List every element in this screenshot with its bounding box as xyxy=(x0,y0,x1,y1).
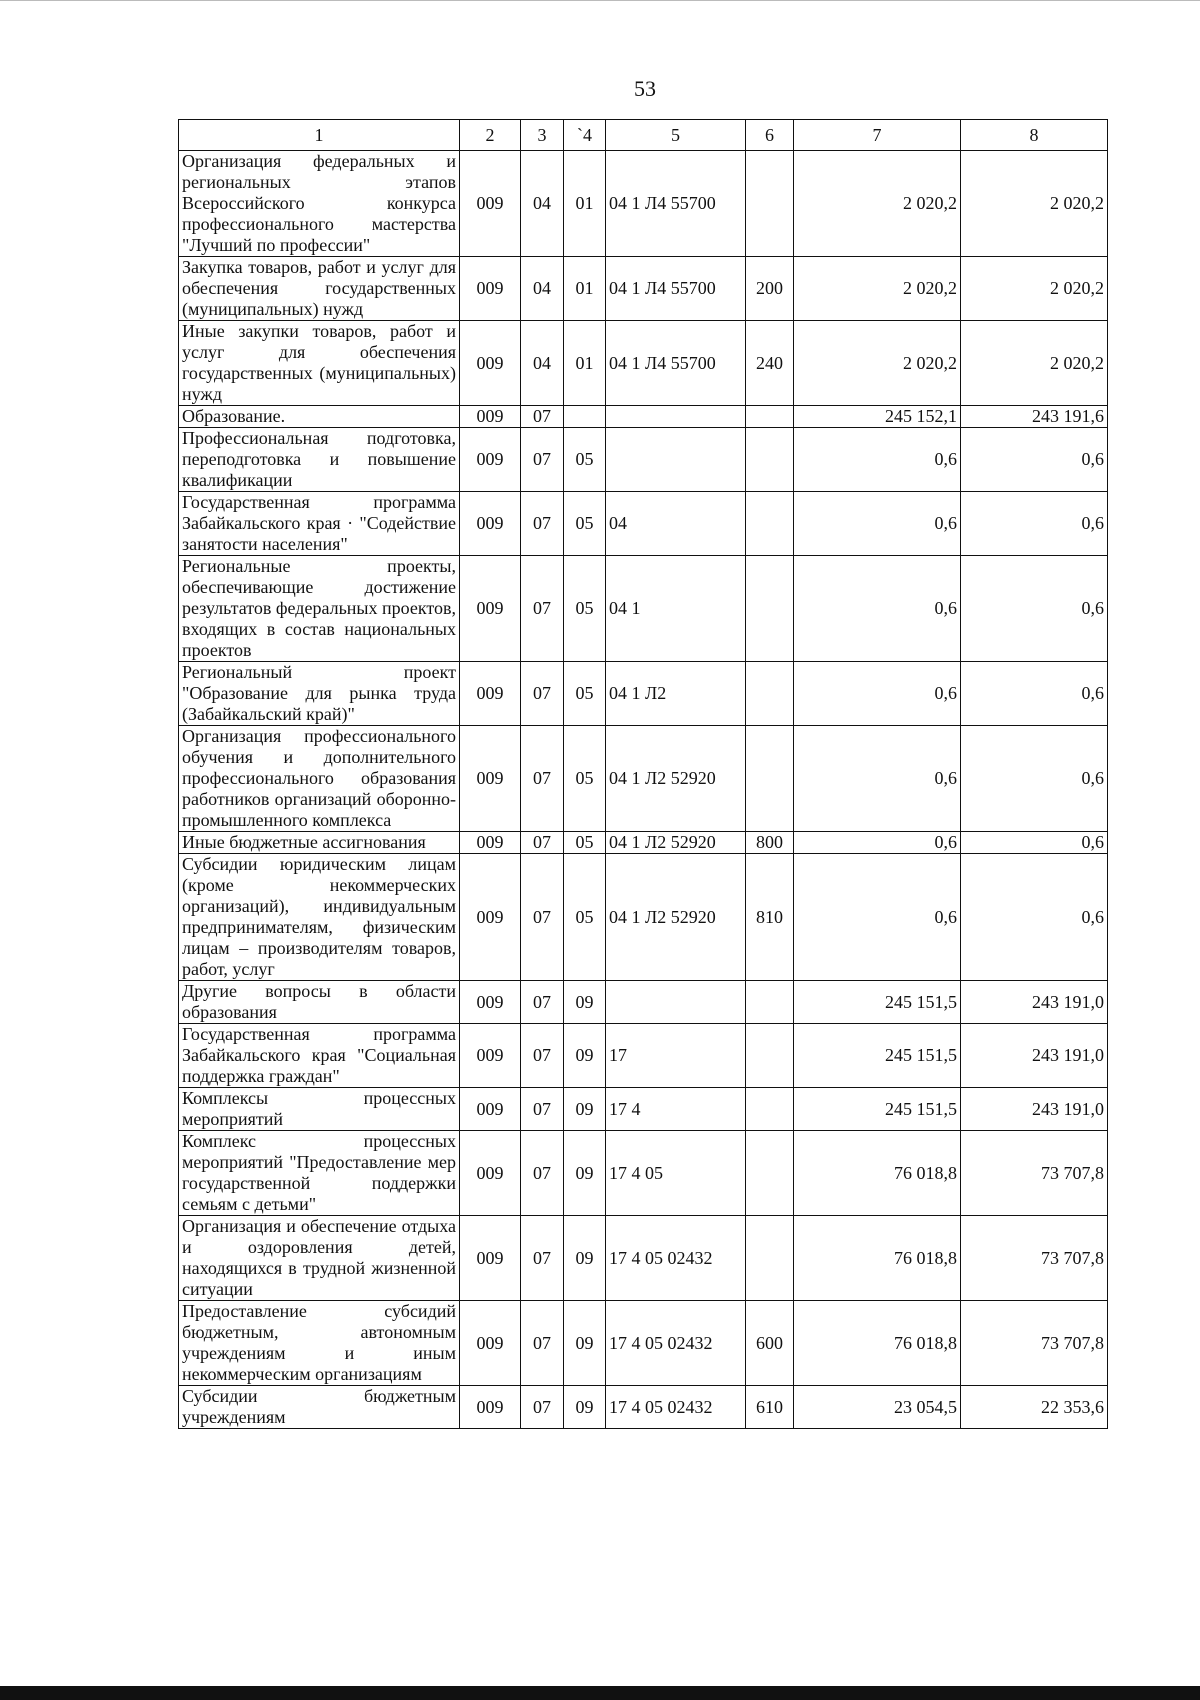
cell-subsection-code: 09 xyxy=(564,1301,606,1386)
header-col-7: 7 xyxy=(794,120,961,151)
cell-ministry-code: 009 xyxy=(460,1301,521,1386)
cell-target-article: 04 1 Л2 52920 xyxy=(606,832,746,854)
cell-section-code: 07 xyxy=(521,662,564,726)
cell-ministry-code: 009 xyxy=(460,406,521,428)
header-col-5: 5 xyxy=(606,120,746,151)
cell-amount-year-2: 2 020,2 xyxy=(961,321,1108,406)
cell-target-article xyxy=(606,981,746,1024)
cell-section-code: 07 xyxy=(521,1088,564,1131)
cell-amount-year-2: 0,6 xyxy=(961,428,1108,492)
cell-expense-type xyxy=(746,726,794,832)
table-row xyxy=(179,981,1108,1024)
cell-expense-type xyxy=(746,1088,794,1131)
row-name: Организация профессионального обучения и дополнительного профессионального образования работников организаций оборонно-промышленного комплекса xyxy=(179,726,460,832)
cell-amount-year-1: 245 151,5 xyxy=(794,981,961,1024)
scan-edge-top xyxy=(0,0,1200,4)
cell-target-article: 04 1 xyxy=(606,556,746,662)
scan-edge-bottom xyxy=(0,1686,1200,1700)
row-name: Предоставление субсидий бюджетным, автономным учреждениям и иным некоммерческим организациям xyxy=(179,1301,460,1386)
cell-section-code: 07 xyxy=(521,428,564,492)
table-row xyxy=(179,1301,1108,1386)
table-row xyxy=(179,151,1108,257)
header-col-8: 8 xyxy=(961,120,1108,151)
table-row xyxy=(179,726,1108,832)
cell-amount-year-2: 0,6 xyxy=(961,854,1108,981)
cell-target-article xyxy=(606,406,746,428)
cell-target-article: 04 1 Л4 55700 xyxy=(606,321,746,406)
cell-target-article: 17 4 05 02432 xyxy=(606,1301,746,1386)
cell-ministry-code: 009 xyxy=(460,1088,521,1131)
cell-amount-year-1: 245 151,5 xyxy=(794,1088,961,1131)
cell-ministry-code: 009 xyxy=(460,257,521,321)
cell-subsection-code xyxy=(564,406,606,428)
cell-target-article: 04 1 Л4 55700 xyxy=(606,257,746,321)
cell-target-article: 17 4 05 02432 xyxy=(606,1216,746,1301)
cell-amount-year-1: 0,6 xyxy=(794,832,961,854)
cell-amount-year-1: 245 151,5 xyxy=(794,1024,961,1088)
cell-expense-type: 200 xyxy=(746,257,794,321)
table-row xyxy=(179,321,1108,406)
row-name: Региональный проект "Образование для рынка труда (Забайкальский край)" xyxy=(179,662,460,726)
cell-target-article: 04 1 Л2 52920 xyxy=(606,854,746,981)
row-name: Комплексы процессных мероприятий xyxy=(179,1088,460,1131)
table-row xyxy=(179,832,1108,854)
cell-ministry-code: 009 xyxy=(460,832,521,854)
cell-ministry-code: 009 xyxy=(460,1386,521,1429)
cell-amount-year-1: 0,6 xyxy=(794,726,961,832)
row-name: Иные закупки товаров, работ и услуг для обеспечения государственных (муниципальных) нужд xyxy=(179,321,460,406)
cell-expense-type xyxy=(746,151,794,257)
cell-amount-year-2: 0,6 xyxy=(961,556,1108,662)
cell-amount-year-2: 2 020,2 xyxy=(961,257,1108,321)
table-header-row xyxy=(179,120,1108,151)
cell-expense-type xyxy=(746,1131,794,1216)
table-row xyxy=(179,1216,1108,1301)
cell-expense-type xyxy=(746,556,794,662)
cell-amount-year-2: 243 191,0 xyxy=(961,981,1108,1024)
cell-expense-type xyxy=(746,1024,794,1088)
cell-amount-year-1: 0,6 xyxy=(794,428,961,492)
cell-section-code: 07 xyxy=(521,1301,564,1386)
cell-amount-year-1: 0,6 xyxy=(794,492,961,556)
cell-subsection-code: 09 xyxy=(564,1088,606,1131)
cell-amount-year-1: 245 152,1 xyxy=(794,406,961,428)
cell-section-code: 04 xyxy=(521,257,564,321)
cell-expense-type xyxy=(746,981,794,1024)
cell-subsection-code: 01 xyxy=(564,321,606,406)
table-row xyxy=(179,1131,1108,1216)
header-col-1: 1 xyxy=(179,120,460,151)
cell-amount-year-2: 73 707,8 xyxy=(961,1216,1108,1301)
cell-expense-type: 240 xyxy=(746,321,794,406)
cell-amount-year-1: 0,6 xyxy=(794,854,961,981)
row-name: Организация федеральных и региональных этапов Всероссийского конкурса профессионального мастерства "Лучший по профессии" xyxy=(179,151,460,257)
cell-section-code: 07 xyxy=(521,832,564,854)
cell-amount-year-1: 0,6 xyxy=(794,556,961,662)
header-col-3: 3 xyxy=(521,120,564,151)
header-col-4: `4 xyxy=(564,120,606,151)
cell-amount-year-2: 0,6 xyxy=(961,662,1108,726)
row-name: Образование. xyxy=(179,406,460,428)
cell-section-code: 07 xyxy=(521,406,564,428)
cell-amount-year-1: 0,6 xyxy=(794,662,961,726)
cell-amount-year-1: 2 020,2 xyxy=(794,151,961,257)
row-name: Субсидии бюджетным учреждениям xyxy=(179,1386,460,1429)
cell-target-article: 17 4 xyxy=(606,1088,746,1131)
cell-amount-year-2: 0,6 xyxy=(961,726,1108,832)
cell-expense-type xyxy=(746,1216,794,1301)
table-body xyxy=(179,151,1108,1429)
row-name: Субсидии юридическим лицам (кроме некоммерческих организаций), индивидуальным предпринимателям, физическим лицам – производителям товаров, работ, услуг xyxy=(179,854,460,981)
cell-ministry-code: 009 xyxy=(460,321,521,406)
cell-amount-year-2: 2 020,2 xyxy=(961,151,1108,257)
cell-section-code: 07 xyxy=(521,556,564,662)
cell-subsection-code: 05 xyxy=(564,832,606,854)
table-row xyxy=(179,1088,1108,1131)
cell-target-article xyxy=(606,428,746,492)
table-row xyxy=(179,854,1108,981)
cell-amount-year-1: 76 018,8 xyxy=(794,1131,961,1216)
cell-target-article: 17 4 05 xyxy=(606,1131,746,1216)
cell-expense-type xyxy=(746,406,794,428)
cell-ministry-code: 009 xyxy=(460,428,521,492)
cell-ministry-code: 009 xyxy=(460,492,521,556)
row-name: Организация и обеспечение отдыха и оздоровления детей, находящихся в трудной жизненной ситуации xyxy=(179,1216,460,1301)
cell-amount-year-1: 2 020,2 xyxy=(794,321,961,406)
cell-ministry-code: 009 xyxy=(460,1131,521,1216)
cell-amount-year-1: 23 054,5 xyxy=(794,1386,961,1429)
header-col-6: 6 xyxy=(746,120,794,151)
cell-target-article: 04 xyxy=(606,492,746,556)
cell-subsection-code: 09 xyxy=(564,1131,606,1216)
table-row xyxy=(179,662,1108,726)
cell-target-article: 04 1 Л2 52920 xyxy=(606,726,746,832)
cell-section-code: 07 xyxy=(521,1131,564,1216)
cell-section-code: 07 xyxy=(521,492,564,556)
cell-section-code: 04 xyxy=(521,321,564,406)
cell-subsection-code: 05 xyxy=(564,662,606,726)
cell-subsection-code: 09 xyxy=(564,1216,606,1301)
cell-ministry-code: 009 xyxy=(460,981,521,1024)
row-name: Государственная программа Забайкальского края · "Содействие занятости населения" xyxy=(179,492,460,556)
cell-subsection-code: 09 xyxy=(564,1024,606,1088)
cell-subsection-code: 09 xyxy=(564,981,606,1024)
row-name: Закупка товаров, работ и услуг для обеспечения государственных (муниципальных) нужд xyxy=(179,257,460,321)
cell-target-article: 04 1 Л2 xyxy=(606,662,746,726)
cell-subsection-code: 05 xyxy=(564,492,606,556)
cell-subsection-code: 05 xyxy=(564,854,606,981)
cell-section-code: 07 xyxy=(521,1216,564,1301)
row-name: Комплекс процессных мероприятий "Предоставление мер государственной поддержки семьям с детьми" xyxy=(179,1131,460,1216)
row-name: Региональные проекты, обеспечивающие достижение результатов федеральных проектов, входящих в состав национальных проектов xyxy=(179,556,460,662)
cell-section-code: 07 xyxy=(521,981,564,1024)
row-name: Иные бюджетные ассигнования xyxy=(179,832,460,854)
cell-section-code: 07 xyxy=(521,726,564,832)
cell-ministry-code: 009 xyxy=(460,1216,521,1301)
table-row xyxy=(179,492,1108,556)
header-col-2: 2 xyxy=(460,120,521,151)
cell-ministry-code: 009 xyxy=(460,1024,521,1088)
cell-expense-type: 600 xyxy=(746,1301,794,1386)
cell-amount-year-2: 243 191,0 xyxy=(961,1024,1108,1088)
cell-amount-year-2: 243 191,6 xyxy=(961,406,1108,428)
cell-section-code: 07 xyxy=(521,1024,564,1088)
row-name: Профессиональная подготовка, переподготовка и повышение квалификации xyxy=(179,428,460,492)
cell-expense-type: 810 xyxy=(746,854,794,981)
cell-expense-type xyxy=(746,662,794,726)
cell-amount-year-2: 73 707,8 xyxy=(961,1301,1108,1386)
table-row xyxy=(179,406,1108,428)
cell-ministry-code: 009 xyxy=(460,662,521,726)
row-name: Государственная программа Забайкальского края "Социальная поддержка граждан" xyxy=(179,1024,460,1088)
cell-ministry-code: 009 xyxy=(460,556,521,662)
table-row xyxy=(179,428,1108,492)
cell-amount-year-1: 76 018,8 xyxy=(794,1301,961,1386)
cell-section-code: 04 xyxy=(521,151,564,257)
cell-subsection-code: 05 xyxy=(564,556,606,662)
row-name: Другие вопросы в области образования xyxy=(179,981,460,1024)
cell-target-article: 17 4 05 02432 xyxy=(606,1386,746,1429)
cell-subsection-code: 01 xyxy=(564,257,606,321)
cell-amount-year-1: 76 018,8 xyxy=(794,1216,961,1301)
cell-ministry-code: 009 xyxy=(460,151,521,257)
cell-ministry-code: 009 xyxy=(460,854,521,981)
table-row xyxy=(179,1024,1108,1088)
cell-target-article: 17 xyxy=(606,1024,746,1088)
table-row xyxy=(179,556,1108,662)
cell-subsection-code: 01 xyxy=(564,151,606,257)
cell-ministry-code: 009 xyxy=(460,726,521,832)
cell-target-article: 04 1 Л4 55700 xyxy=(606,151,746,257)
cell-amount-year-2: 0,6 xyxy=(961,832,1108,854)
cell-amount-year-2: 22 353,6 xyxy=(961,1386,1108,1429)
table-row xyxy=(179,257,1108,321)
cell-amount-year-2: 73 707,8 xyxy=(961,1131,1108,1216)
cell-expense-type xyxy=(746,492,794,556)
cell-expense-type: 610 xyxy=(746,1386,794,1429)
cell-subsection-code: 09 xyxy=(564,1386,606,1429)
cell-subsection-code: 05 xyxy=(564,428,606,492)
cell-amount-year-1: 2 020,2 xyxy=(794,257,961,321)
cell-section-code: 07 xyxy=(521,1386,564,1429)
cell-section-code: 07 xyxy=(521,854,564,981)
cell-amount-year-2: 0,6 xyxy=(961,492,1108,556)
page-number: 53 xyxy=(634,76,656,101)
table-row xyxy=(179,1386,1108,1429)
cell-amount-year-2: 243 191,0 xyxy=(961,1088,1108,1131)
budget-table xyxy=(178,119,1108,1429)
cell-expense-type xyxy=(746,428,794,492)
cell-expense-type: 800 xyxy=(746,832,794,854)
cell-subsection-code: 05 xyxy=(564,726,606,832)
